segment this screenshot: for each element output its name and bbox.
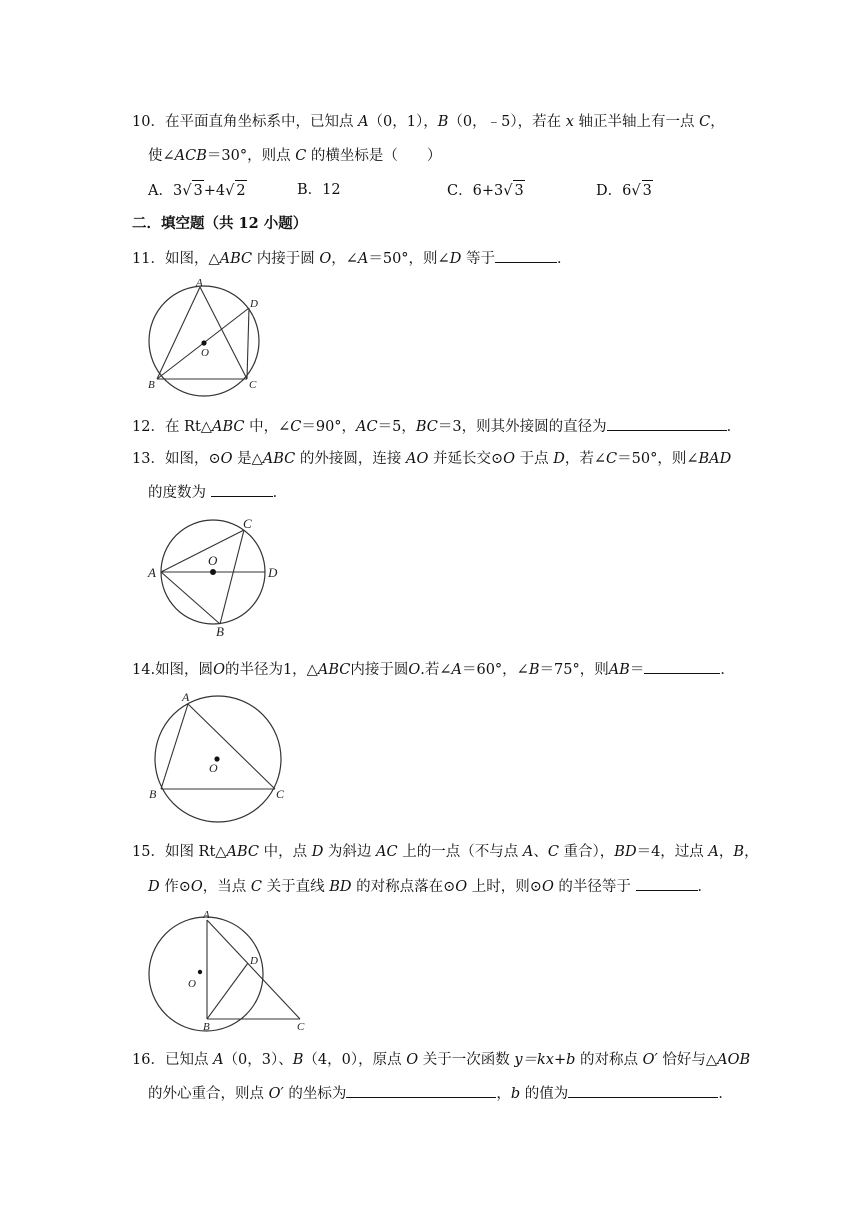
sqrt-symbol: √ 3	[182, 180, 203, 201]
q14-label-b: B	[149, 787, 157, 801]
q15-label-o: O	[188, 978, 196, 990]
q15-label-c: C	[297, 1021, 305, 1033]
q10-option-b[interactable]: B．12	[297, 182, 341, 198]
q16-line1: 16．已知点 A（0，3）、B（4，0），原点 O 关于一次函数 y＝kx+b 的对称点 O′ 恰好与△AOB	[132, 1052, 751, 1068]
q13-label-c: C	[243, 516, 252, 531]
q11-figure	[140, 278, 270, 393]
q12-line1: 12．在 Rt△ABC 中，∠C＝90°，AC＝5，BC＝3，则其外接圆的直径为 ．	[132, 416, 741, 437]
q16-number: 16．	[132, 1052, 165, 1068]
q13-label-b: B	[216, 624, 224, 639]
q15-line2: D 作⊙O，当点 C 关于直线 BD 的对称点落在⊙O 上时，则⊙O 的半径等于 ．	[148, 876, 712, 897]
q15-line1: 15．如图 Rt△ABC 中，点 D 为斜边 AC 上的一点（不与点 A、C 重合），BD＝4，过点 A，B，	[132, 844, 759, 860]
q15-number: 15．	[132, 844, 165, 860]
sqrt-symbol: √ 3	[503, 180, 524, 201]
answer-blank[interactable]	[607, 416, 727, 431]
q14-label-o: O	[209, 761, 218, 775]
q14-line1: 14.如图，圆O的半径为1，△ABC内接于圆O.若∠A＝60°，∠B＝75°，则AB＝ ．	[132, 659, 735, 680]
q13-line1: 13．如图，⊙O 是△ABC 的外接圆，连接 AO 并延长交⊙O 于点 D，若∠C＝50°，则∠BAD	[132, 451, 732, 467]
q14-label-a: A	[182, 690, 190, 704]
q15-label-a: A	[203, 909, 210, 921]
q11-label-d: D	[250, 298, 258, 310]
answer-blank[interactable]	[495, 248, 557, 263]
section-title: 二．填空题（共 12 小题）	[132, 215, 308, 232]
q15-circle	[149, 917, 263, 1031]
q11-line1: 11．如图，△ABC 内接于圆 O，∠A＝50°，则∠D 等于 ．	[132, 248, 571, 269]
q15-label-b: B	[203, 1021, 210, 1033]
answer-blank[interactable]	[636, 876, 698, 891]
q10-option-c[interactable]: C．6+3√ 3	[447, 180, 525, 201]
q13-label-o: O	[208, 553, 218, 568]
q16-line2: 的外心重合，则点 O′ 的坐标为 ，b 的值为 ．	[148, 1083, 733, 1104]
center-point	[201, 340, 206, 345]
q15-figure	[145, 908, 320, 1036]
q11-label-a: A	[196, 277, 203, 289]
q11-number: 11．	[132, 251, 165, 267]
center-point	[198, 970, 202, 974]
q11-label-o: O	[201, 347, 209, 359]
answer-blank[interactable]	[211, 482, 273, 497]
q13-number: 13．	[132, 451, 165, 467]
q10-line2: 使∠ACB＝30°，则点 C 的横坐标是（ ）	[148, 148, 442, 164]
q13-label-a: A	[148, 565, 156, 580]
q12-number: 12．	[132, 419, 165, 435]
q14-number: 14.	[132, 662, 156, 678]
q10-option-a[interactable]: A．3√ 3+4√ 2	[148, 180, 247, 201]
answer-blank-coordinate[interactable]	[346, 1083, 496, 1098]
q10-number: 10．	[132, 114, 165, 130]
q10-option-d[interactable]: D．6√ 3	[596, 180, 653, 201]
q11-label-c: C	[249, 379, 257, 391]
q14-figure	[145, 688, 295, 806]
q14-label-c: C	[276, 787, 285, 801]
center-point	[210, 569, 216, 575]
q13-figure	[140, 512, 290, 640]
sqrt-symbol: √ 2	[225, 180, 246, 201]
q15-label-d: D	[250, 955, 258, 967]
q10-line1: 10．在平面直角坐标系中，已知点 A（0，1），B（0，﹣5），若在 x 轴正半轴上有一点 C，	[132, 114, 725, 130]
q11-label-b: B	[148, 379, 155, 391]
q13-line2: 的度数为 ．	[148, 482, 287, 503]
answer-blank[interactable]	[644, 659, 720, 674]
sqrt-symbol: √ 3	[631, 180, 652, 201]
q13-label-d: D	[268, 565, 278, 580]
answer-blank-b[interactable]	[568, 1083, 718, 1098]
